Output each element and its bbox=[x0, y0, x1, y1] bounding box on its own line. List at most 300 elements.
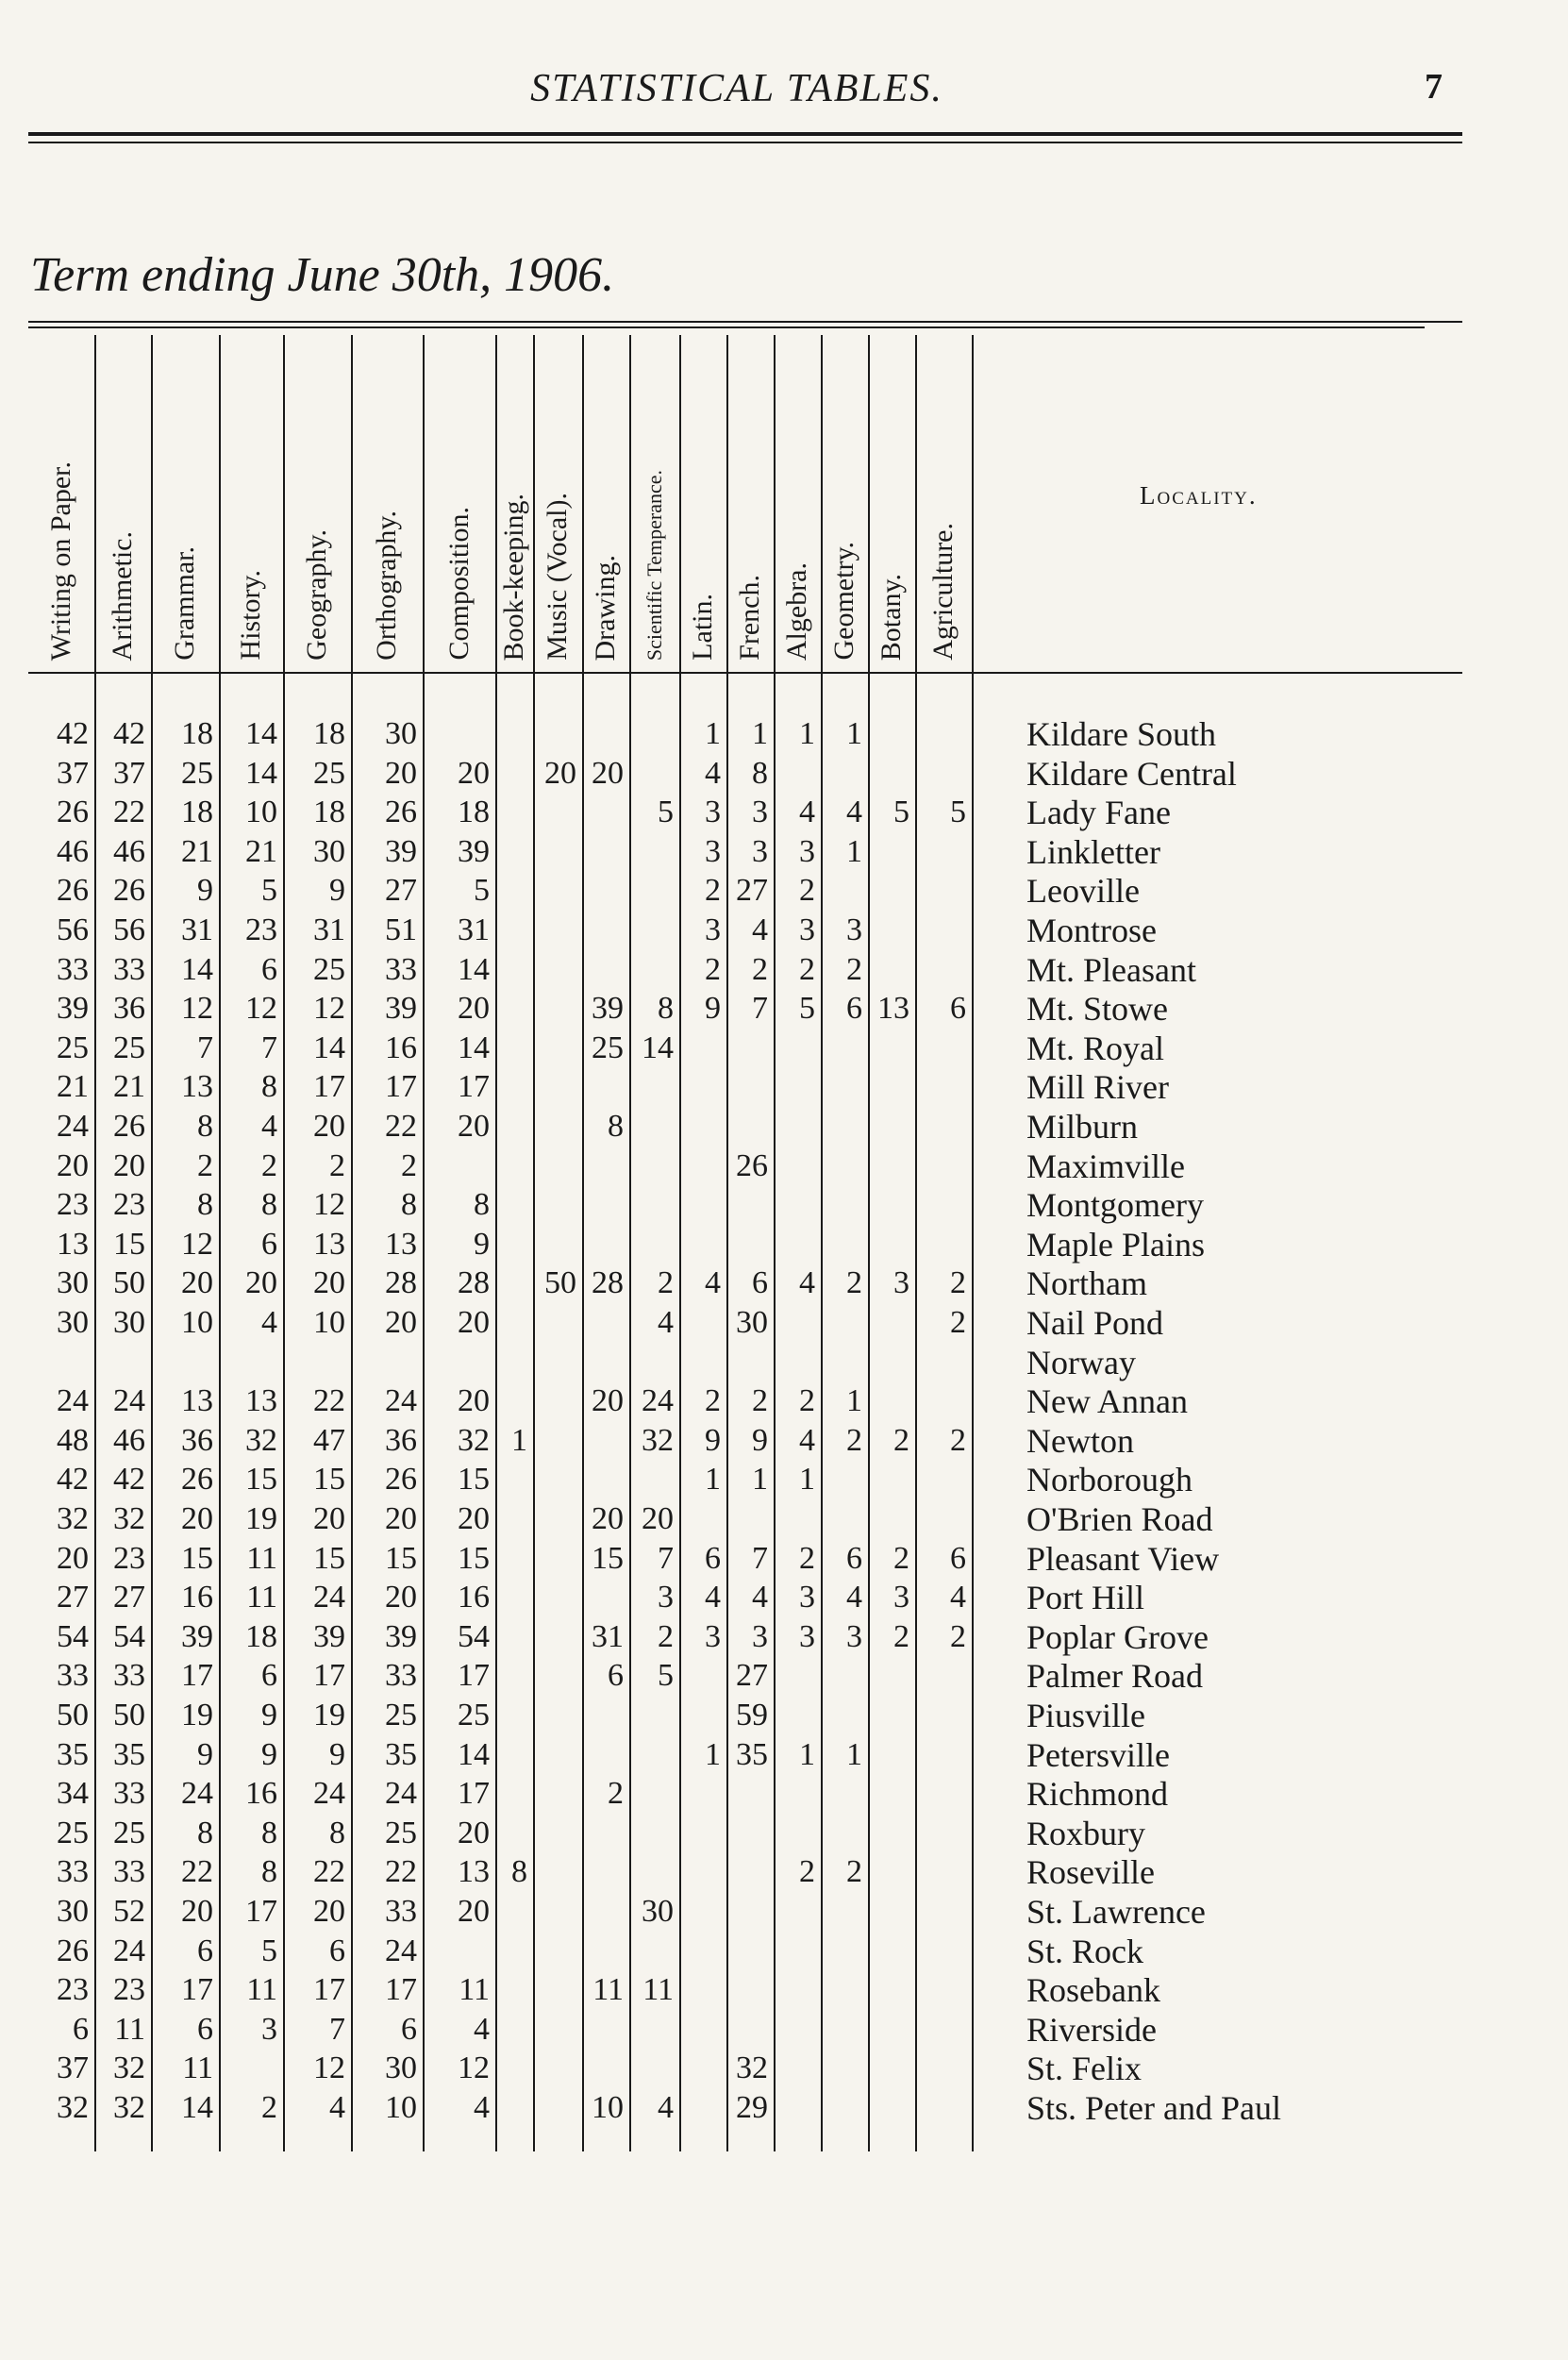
cell-book-keeping bbox=[495, 1696, 533, 1735]
cell-writing-on-paper: 37 bbox=[57, 755, 89, 791]
cell-arithmetic: 30 bbox=[113, 1305, 145, 1340]
cell-arithmetic: 52 bbox=[113, 1894, 145, 1929]
cell-book-keeping bbox=[495, 754, 533, 794]
cell-botany bbox=[868, 2088, 915, 2128]
column-header-label: Composition. bbox=[442, 507, 475, 661]
cell-botany bbox=[868, 832, 915, 872]
cell-french: 9 bbox=[752, 1422, 768, 1458]
cell-orthography: 51 bbox=[385, 912, 417, 947]
cell-geography: 7 bbox=[329, 2011, 345, 2047]
cell-botany bbox=[868, 1656, 915, 1696]
cell-history: 21 bbox=[245, 833, 277, 869]
cell-history: 5 bbox=[261, 873, 277, 909]
cell-orthography: 26 bbox=[385, 1462, 417, 1498]
cell-algebra bbox=[774, 754, 821, 794]
cell-agriculture: 5 bbox=[950, 795, 966, 830]
cell-french: 1 bbox=[752, 716, 768, 751]
cell-composition: 17 bbox=[458, 1069, 490, 1105]
cell-agriculture bbox=[915, 1107, 972, 1147]
cell-latin bbox=[679, 1343, 726, 1382]
cell-french: 7 bbox=[752, 991, 768, 1027]
cell-drawing bbox=[582, 1892, 629, 1932]
cell-geometry bbox=[821, 1460, 868, 1499]
cell-history: 6 bbox=[261, 951, 277, 987]
column-header-label: Botany. bbox=[876, 573, 907, 661]
cell-writing-on-paper: 46 bbox=[57, 833, 89, 869]
cell-book-keeping bbox=[495, 1970, 533, 2010]
cell-grammar: 26 bbox=[181, 1462, 213, 1498]
cell-french: 3 bbox=[752, 795, 768, 830]
cell-book-keeping bbox=[495, 1499, 533, 1539]
cell-botany bbox=[868, 1460, 915, 1499]
cell-grammar: 13 bbox=[181, 1383, 213, 1419]
cell-orthography: 22 bbox=[385, 1854, 417, 1890]
cell-scientific-temperance bbox=[629, 2010, 679, 2050]
cell-composition: 17 bbox=[458, 1776, 490, 1812]
cell-drawing: 2 bbox=[608, 1776, 624, 1812]
cell-orthography: 36 bbox=[385, 1422, 417, 1458]
locality-name: Port Hill bbox=[1026, 1579, 1145, 1617]
cell-arithmetic: 33 bbox=[113, 1776, 145, 1812]
cell-drawing bbox=[582, 793, 629, 832]
cell-agriculture: 2 bbox=[950, 1305, 966, 1340]
cell-arithmetic: 32 bbox=[113, 1501, 145, 1536]
column-header-geography bbox=[283, 340, 351, 661]
cell-scientific-temperance bbox=[629, 1774, 679, 1814]
cell-geography: 6 bbox=[329, 1933, 345, 1968]
cell-grammar: 8 bbox=[197, 1187, 213, 1223]
cell-botany bbox=[868, 1067, 915, 1107]
cell-botany bbox=[868, 1774, 915, 1814]
locality-name: Norborough bbox=[1026, 1461, 1193, 1499]
cell-grammar: 17 bbox=[181, 1972, 213, 2008]
cell-algebra: 1 bbox=[799, 1736, 815, 1772]
column-header-geometry bbox=[821, 340, 868, 661]
cell-latin: 3 bbox=[705, 1618, 721, 1654]
cell-book-keeping bbox=[495, 1578, 533, 1617]
cell-writing-on-paper: 39 bbox=[57, 991, 89, 1027]
cell-book-keeping: 1 bbox=[511, 1422, 527, 1458]
cell-history: 6 bbox=[261, 1226, 277, 1262]
cell-agriculture bbox=[915, 1460, 972, 1499]
cell-algebra bbox=[774, 1892, 821, 1932]
cell-drawing bbox=[582, 2049, 629, 2088]
cell-orthography: 2 bbox=[401, 1147, 417, 1183]
cell-latin: 9 bbox=[705, 1422, 721, 1458]
cell-arithmetic: 50 bbox=[113, 1265, 145, 1301]
column-header-label: Drawing. bbox=[590, 554, 621, 661]
cell-botany bbox=[868, 1970, 915, 2010]
cell-history: 3 bbox=[261, 2011, 277, 2047]
cell-writing-on-paper: 26 bbox=[57, 1933, 89, 1968]
cell-geometry: 6 bbox=[846, 991, 862, 1027]
cell-history: 4 bbox=[261, 1305, 277, 1340]
cell-writing-on-paper: 42 bbox=[57, 716, 89, 751]
cell-book-keeping bbox=[495, 1107, 533, 1147]
cell-history bbox=[219, 2049, 283, 2088]
cell-arithmetic: 22 bbox=[113, 795, 145, 830]
cell-composition: 13 bbox=[458, 1854, 490, 1890]
cell-geometry: 2 bbox=[846, 1854, 862, 1890]
column-header-label: Agriculture. bbox=[927, 523, 959, 661]
cell-orthography: 8 bbox=[401, 1187, 417, 1223]
column-header-french bbox=[726, 340, 774, 661]
cell-latin bbox=[679, 1696, 726, 1735]
cell-book-keeping bbox=[495, 911, 533, 950]
locality-name: Petersville bbox=[1026, 1735, 1170, 1774]
cell-drawing bbox=[582, 1460, 629, 1499]
cell-arithmetic: 33 bbox=[113, 1854, 145, 1890]
column-header-latin bbox=[679, 340, 726, 661]
cell-orthography: 35 bbox=[385, 1736, 417, 1772]
cell-agriculture bbox=[915, 1029, 972, 1068]
cell-geometry bbox=[821, 2010, 868, 2050]
cell-algebra: 2 bbox=[799, 1854, 815, 1890]
cell-geometry: 1 bbox=[846, 1736, 862, 1772]
cell-latin bbox=[679, 1185, 726, 1225]
cell-book-keeping bbox=[495, 1656, 533, 1696]
cell-book-keeping bbox=[495, 950, 533, 990]
cell-drawing bbox=[582, 1421, 629, 1461]
cell-drawing bbox=[582, 1343, 629, 1382]
cell-history: 5 bbox=[261, 1933, 277, 1968]
cell-arithmetic: 24 bbox=[113, 1933, 145, 1968]
cell-latin bbox=[679, 1029, 726, 1068]
cell-scientific-temperance bbox=[629, 871, 679, 911]
cell-agriculture bbox=[915, 2088, 972, 2128]
cell-drawing: 6 bbox=[608, 1658, 624, 1694]
cell-grammar: 8 bbox=[197, 1109, 213, 1144]
cell-orthography: 26 bbox=[385, 795, 417, 830]
cell-algebra bbox=[774, 1067, 821, 1107]
cell-geometry: 3 bbox=[846, 1618, 862, 1654]
cell-geography: 39 bbox=[313, 1618, 345, 1654]
running-title: STATISTICAL TABLES. bbox=[530, 67, 943, 110]
cell-algebra bbox=[774, 1147, 821, 1186]
cell-drawing: 31 bbox=[592, 1618, 624, 1654]
column-header-label: Music (Vocal). bbox=[542, 493, 573, 661]
cell-history: 14 bbox=[245, 716, 277, 751]
cell-orthography: 25 bbox=[385, 1815, 417, 1850]
cell-french: 29 bbox=[736, 2090, 768, 2125]
cell-arithmetic: 26 bbox=[113, 873, 145, 909]
cell-geometry bbox=[821, 1774, 868, 1814]
cell-grammar: 18 bbox=[181, 716, 213, 751]
cell-algebra: 2 bbox=[799, 951, 815, 987]
cell-latin bbox=[679, 1499, 726, 1539]
cell-scientific-temperance: 4 bbox=[658, 2090, 674, 2125]
cell-geometry: 2 bbox=[846, 1265, 862, 1301]
cell-scientific-temperance: 2 bbox=[658, 1618, 674, 1654]
cell-geometry bbox=[821, 1656, 868, 1696]
cell-composition: 18 bbox=[458, 795, 490, 830]
cell-book-keeping bbox=[495, 1225, 533, 1264]
column-header-label: Book-keeping. bbox=[498, 493, 529, 661]
cell-algebra: 3 bbox=[799, 912, 815, 947]
locality-name: Mt. Royal bbox=[1026, 1029, 1165, 1067]
cell-geography: 22 bbox=[313, 1383, 345, 1419]
cell-geometry bbox=[821, 1970, 868, 2010]
cell-botany bbox=[868, 1932, 915, 1971]
cell-french bbox=[726, 1892, 774, 1932]
cell-geometry bbox=[821, 1932, 868, 1971]
cell-geography: 18 bbox=[313, 716, 345, 751]
cell-latin: 3 bbox=[705, 833, 721, 869]
cell-composition: 20 bbox=[458, 1501, 490, 1536]
cell-music-vocal bbox=[533, 1696, 582, 1735]
cell-algebra bbox=[774, 1932, 821, 1971]
cell-geometry bbox=[821, 1696, 868, 1735]
cell-writing-on-paper: 30 bbox=[57, 1894, 89, 1929]
locality-name: Montgomery bbox=[1026, 1186, 1204, 1225]
cell-writing-on-paper: 56 bbox=[57, 912, 89, 947]
cell-arithmetic: 42 bbox=[113, 716, 145, 751]
cell-latin bbox=[679, 2088, 726, 2128]
cell-book-keeping bbox=[495, 1147, 533, 1186]
cell-algebra bbox=[774, 1107, 821, 1147]
locality-name: St. Lawrence bbox=[1026, 1893, 1206, 1931]
cell-history: 4 bbox=[261, 1109, 277, 1144]
cell-algebra: 4 bbox=[799, 795, 815, 830]
cell-arithmetic: 36 bbox=[113, 991, 145, 1027]
cell-orthography: 24 bbox=[385, 1776, 417, 1812]
cell-algebra bbox=[774, 2088, 821, 2128]
column-header-algebra bbox=[774, 340, 821, 661]
cell-algebra: 4 bbox=[799, 1265, 815, 1301]
cell-grammar: 7 bbox=[197, 1029, 213, 1065]
cell-music-vocal bbox=[533, 1852, 582, 1892]
cell-history: 18 bbox=[245, 1618, 277, 1654]
cell-writing-on-paper: 20 bbox=[57, 1147, 89, 1183]
cell-scientific-temperance: 30 bbox=[642, 1894, 674, 1929]
cell-agriculture bbox=[915, 871, 972, 911]
cell-scientific-temperance bbox=[629, 1735, 679, 1775]
cell-geography: 9 bbox=[329, 1736, 345, 1772]
cell-french bbox=[726, 1225, 774, 1264]
cell-music-vocal bbox=[533, 1067, 582, 1107]
cell-geography: 20 bbox=[313, 1265, 345, 1301]
column-divider bbox=[972, 335, 974, 2151]
cell-agriculture: 2 bbox=[950, 1618, 966, 1654]
cell-history: 8 bbox=[261, 1069, 277, 1105]
cell-book-keeping bbox=[495, 1814, 533, 1853]
cell-botany bbox=[868, 1225, 915, 1264]
locality-name: Newton bbox=[1026, 1421, 1134, 1460]
cell-latin: 4 bbox=[705, 1580, 721, 1615]
cell-history: 8 bbox=[261, 1187, 277, 1223]
cell-agriculture bbox=[915, 1735, 972, 1775]
cell-orthography: 30 bbox=[385, 2050, 417, 2086]
cell-geometry: 4 bbox=[846, 1580, 862, 1615]
cell-orthography: 16 bbox=[385, 1029, 417, 1065]
locality-name: St. Rock bbox=[1026, 1932, 1144, 1970]
cell-history: 8 bbox=[261, 1854, 277, 1890]
cell-latin bbox=[679, 1970, 726, 2010]
cell-composition: 9 bbox=[474, 1226, 490, 1262]
cell-music-vocal bbox=[533, 793, 582, 832]
cell-history bbox=[219, 1343, 283, 1382]
cell-geography: 12 bbox=[313, 2050, 345, 2086]
cell-writing-on-paper: 13 bbox=[57, 1226, 89, 1262]
cell-arithmetic: 15 bbox=[113, 1226, 145, 1262]
cell-geography: 12 bbox=[313, 991, 345, 1027]
locality-name: Lady Fane bbox=[1026, 794, 1171, 832]
cell-botany: 3 bbox=[893, 1580, 909, 1615]
cell-book-keeping bbox=[495, 1185, 533, 1225]
locality-name: Maximville bbox=[1026, 1147, 1185, 1185]
cell-composition: 17 bbox=[458, 1658, 490, 1694]
cell-algebra bbox=[774, 1343, 821, 1382]
locality-name: Montrose bbox=[1026, 912, 1157, 949]
cell-book-keeping bbox=[495, 1774, 533, 1814]
cell-french bbox=[726, 1029, 774, 1068]
cell-scientific-temperance bbox=[629, 2049, 679, 2088]
cell-drawing bbox=[582, 1852, 629, 1892]
cell-arithmetic: 23 bbox=[113, 1540, 145, 1576]
cell-drawing: 20 bbox=[592, 1501, 624, 1536]
cell-french: 32 bbox=[736, 2050, 768, 2086]
cell-arithmetic: 11 bbox=[114, 2011, 145, 2047]
cell-scientific-temperance bbox=[629, 1147, 679, 1186]
locality-name: Kildare South bbox=[1026, 715, 1216, 753]
cell-grammar: 17 bbox=[181, 1658, 213, 1694]
column-header-history bbox=[219, 340, 283, 661]
cell-orthography: 39 bbox=[385, 1618, 417, 1654]
cell-orthography: 22 bbox=[385, 1109, 417, 1144]
cell-arithmetic: 23 bbox=[113, 1187, 145, 1223]
cell-agriculture bbox=[915, 1814, 972, 1853]
cell-arithmetic: 32 bbox=[113, 2050, 145, 2086]
cell-music-vocal bbox=[533, 911, 582, 950]
cell-french: 4 bbox=[752, 1580, 768, 1615]
cell-scientific-temperance: 2 bbox=[658, 1265, 674, 1301]
cell-botany: 5 bbox=[893, 795, 909, 830]
cell-latin bbox=[679, 2049, 726, 2088]
cell-botany bbox=[868, 1499, 915, 1539]
cell-geography: 13 bbox=[313, 1226, 345, 1262]
cell-history: 11 bbox=[246, 1580, 277, 1615]
cell-drawing bbox=[582, 2010, 629, 2050]
cell-botany: 2 bbox=[893, 1422, 909, 1458]
cell-book-keeping bbox=[495, 1539, 533, 1579]
cell-botany bbox=[868, 1147, 915, 1186]
cell-scientific-temperance bbox=[629, 1185, 679, 1225]
cell-latin bbox=[679, 1932, 726, 1971]
cell-history: 14 bbox=[245, 755, 277, 791]
cell-history: 11 bbox=[246, 1972, 277, 2008]
column-header-arithmetic bbox=[94, 340, 151, 661]
cell-agriculture bbox=[915, 950, 972, 990]
locality-name: Riverside bbox=[1026, 2010, 1157, 2049]
cell-latin: 1 bbox=[705, 1462, 721, 1498]
cell-arithmetic: 56 bbox=[113, 912, 145, 947]
cell-agriculture bbox=[915, 1147, 972, 1186]
cell-music-vocal: 20 bbox=[544, 755, 576, 791]
cell-drawing bbox=[582, 1814, 629, 1853]
cell-writing-on-paper: 25 bbox=[57, 1029, 89, 1065]
cell-writing-on-paper: 24 bbox=[57, 1109, 89, 1144]
cell-botany bbox=[868, 1185, 915, 1225]
cell-composition: 25 bbox=[458, 1698, 490, 1732]
cell-botany bbox=[868, 2010, 915, 2050]
cell-botany bbox=[868, 1029, 915, 1068]
cell-latin: 4 bbox=[705, 755, 721, 791]
cell-music-vocal bbox=[533, 1185, 582, 1225]
cell-scientific-temperance: 24 bbox=[642, 1383, 674, 1419]
cell-botany: 3 bbox=[893, 1265, 909, 1301]
cell-french: 3 bbox=[752, 1618, 768, 1654]
locality-name: Sts. Peter and Paul bbox=[1026, 2089, 1281, 2127]
cell-composition: 16 bbox=[458, 1580, 490, 1615]
column-header-label: Orthography. bbox=[371, 510, 402, 661]
cell-grammar: 18 bbox=[181, 795, 213, 830]
cell-arithmetic: 20 bbox=[113, 1147, 145, 1183]
locality-name: Mt. Stowe bbox=[1026, 990, 1169, 1029]
cell-geography: 12 bbox=[313, 1187, 345, 1223]
cell-geography: 24 bbox=[313, 1580, 345, 1615]
cell-agriculture bbox=[915, 1185, 972, 1225]
cell-writing-on-paper: 30 bbox=[57, 1265, 89, 1301]
cell-composition: 20 bbox=[458, 1815, 490, 1850]
cell-music-vocal bbox=[533, 2010, 582, 2050]
cell-geography: 22 bbox=[313, 1854, 345, 1890]
cell-geography: 19 bbox=[313, 1698, 345, 1732]
cell-agriculture: 2 bbox=[950, 1422, 966, 1458]
cell-composition: 32 bbox=[458, 1422, 490, 1458]
cell-latin bbox=[679, 1225, 726, 1264]
cell-drawing: 11 bbox=[592, 1972, 624, 2008]
cell-scientific-temperance: 11 bbox=[642, 1972, 674, 2008]
cell-botany bbox=[868, 1381, 915, 1421]
cell-geometry bbox=[821, 1225, 868, 1264]
cell-botany bbox=[868, 2049, 915, 2088]
cell-geography: 8 bbox=[329, 1815, 345, 1850]
cell-grammar: 14 bbox=[181, 2090, 213, 2125]
cell-book-keeping bbox=[495, 1029, 533, 1068]
cell-algebra: 1 bbox=[799, 1462, 815, 1498]
cell-algebra bbox=[774, 1029, 821, 1068]
cell-composition: 54 bbox=[458, 1618, 490, 1654]
cell-grammar: 24 bbox=[181, 1776, 213, 1812]
cell-grammar: 12 bbox=[181, 1226, 213, 1262]
cell-music-vocal bbox=[533, 1107, 582, 1147]
cell-geography: 15 bbox=[313, 1462, 345, 1498]
cell-grammar: 19 bbox=[181, 1698, 213, 1732]
cell-french: 3 bbox=[752, 833, 768, 869]
cell-french: 1 bbox=[752, 1462, 768, 1498]
cell-composition: 11 bbox=[459, 1972, 490, 2008]
cell-latin: 4 bbox=[705, 1265, 721, 1301]
cell-book-keeping bbox=[495, 1381, 533, 1421]
cell-agriculture bbox=[915, 1381, 972, 1421]
cell-agriculture bbox=[915, 1225, 972, 1264]
cell-orthography: 20 bbox=[385, 1305, 417, 1340]
cell-composition: 20 bbox=[458, 1109, 490, 1144]
cell-composition: 5 bbox=[474, 873, 490, 909]
cell-arithmetic: 46 bbox=[113, 1422, 145, 1458]
cell-agriculture bbox=[915, 754, 972, 794]
cell-music-vocal: 50 bbox=[544, 1265, 576, 1301]
cell-history: 7 bbox=[261, 1029, 277, 1065]
cell-music-vocal bbox=[533, 1617, 582, 1657]
cell-geography: 25 bbox=[313, 951, 345, 987]
cell-algebra: 3 bbox=[799, 833, 815, 869]
cell-geometry bbox=[821, 1029, 868, 1068]
cell-writing-on-paper: 37 bbox=[57, 2050, 89, 2086]
cell-geography: 20 bbox=[313, 1109, 345, 1144]
cell-agriculture: 6 bbox=[950, 991, 966, 1027]
cell-grammar: 8 bbox=[197, 1815, 213, 1850]
